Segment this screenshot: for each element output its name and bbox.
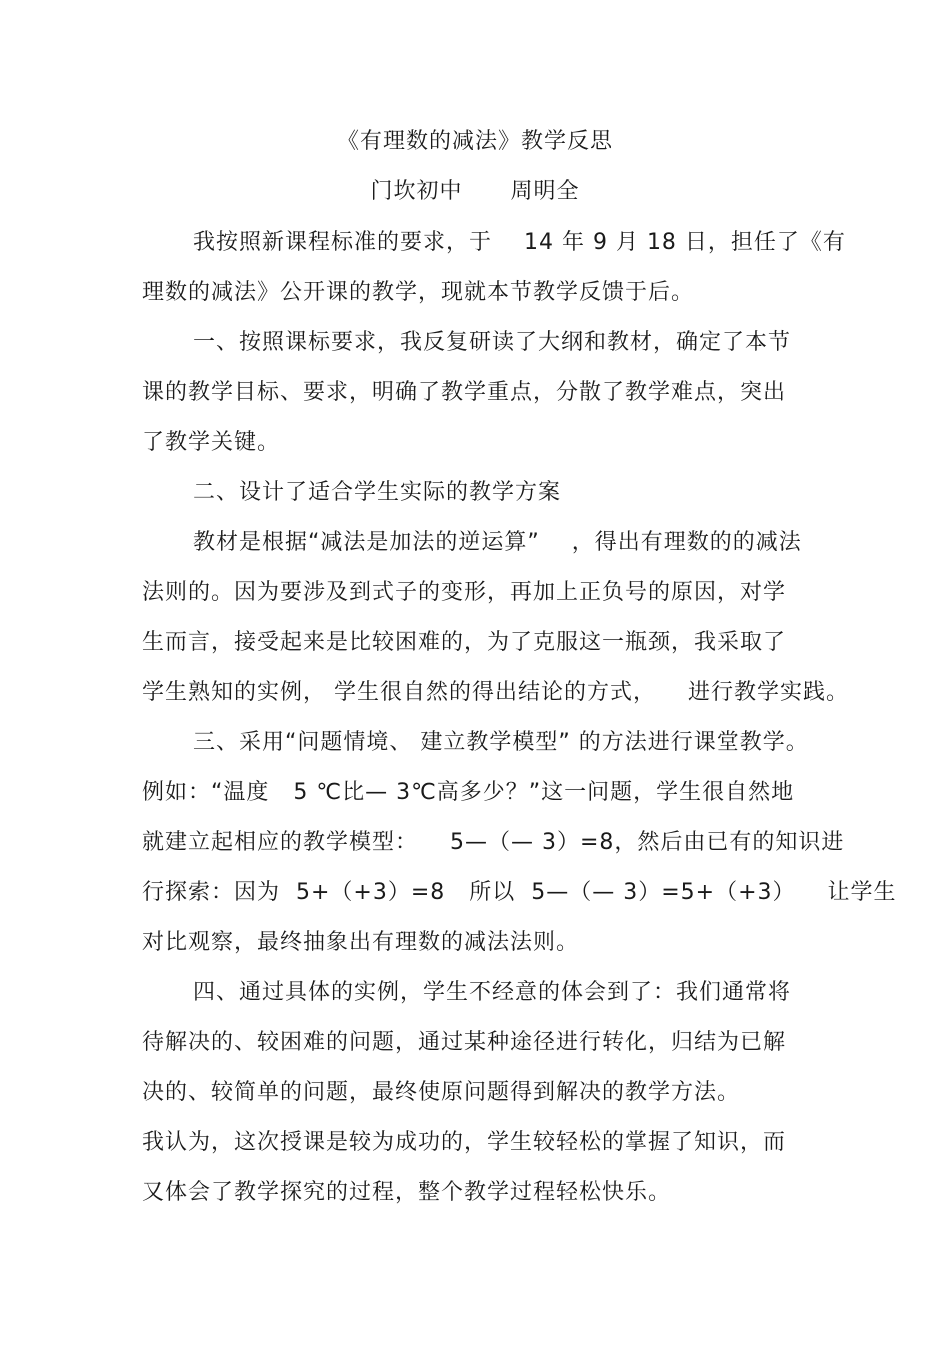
paragraph-line: 行探索：因为 5+（+3）=8 所以 5—（— 3）=5+（+3） 让学生 xyxy=(142,880,897,905)
paragraph-line: 四、通过具体的实例，学生不经意的体会到了：我们通常将 xyxy=(193,980,792,1005)
paragraph-line: 就建立起相应的教学模型： 5—（— 3）=8，然后由已有的知识进 xyxy=(142,830,845,855)
paragraph-line: 对比观察，最终抽象出有理数的减法法则。 xyxy=(142,930,580,955)
paragraph-line: 学生熟知的实例， 学生很自然的得出结论的方式， 进行教学实践。 xyxy=(142,680,849,705)
paragraph-line: 又体会了教学探究的过程，整个教学过程轻松快乐。 xyxy=(142,1180,672,1205)
paragraph-line: 例如：“温度 5 ℃比— 3℃高多少？”这一问题，学生很自然地 xyxy=(142,780,795,805)
paragraph-line: 教材是根据“减法是加法的逆运算” ，得出有理数的的减法 xyxy=(193,530,802,555)
paragraph-line: 我按照新课程标准的要求，于 14 年 9 月 18 日，担任了《有 xyxy=(193,230,846,255)
document-title: 《有理数的减法》教学反思 xyxy=(336,129,613,154)
paragraph-line: 了教学关键。 xyxy=(142,430,281,455)
document-author: 门坎初中 周明全 xyxy=(370,179,580,204)
paragraph-line: 法则的。因为要涉及到式子的变形，再加上正负号的原因，对学 xyxy=(142,580,787,605)
paragraph-line: 三、采用“问题情境、 建立教学模型” 的方法进行课堂教学。 xyxy=(193,730,809,755)
paragraph-line: 一、按照课标要求，我反复研读了大纲和教材，确定了本节 xyxy=(193,330,792,355)
paragraph-line: 二、设计了适合学生实际的教学方案 xyxy=(193,480,562,505)
paragraph-line: 待解决的、较困难的问题，通过某种途径进行转化，归结为已解 xyxy=(142,1030,787,1055)
paragraph-line: 课的教学目标、要求，明确了教学重点，分散了教学难点，突出 xyxy=(142,380,787,405)
paragraph-line: 生而言，接受起来是比较困难的，为了克服这一瓶颈，我采取了 xyxy=(142,630,787,655)
paragraph-line: 决的、较简单的问题，最终使原问题得到解决的教学方法。 xyxy=(142,1080,741,1105)
paragraph-line: 我认为，这次授课是较为成功的，学生较轻松的掌握了知识，而 xyxy=(142,1130,787,1155)
paragraph-line: 理数的减法》公开课的教学，现就本节教学反馈于后。 xyxy=(142,280,695,305)
